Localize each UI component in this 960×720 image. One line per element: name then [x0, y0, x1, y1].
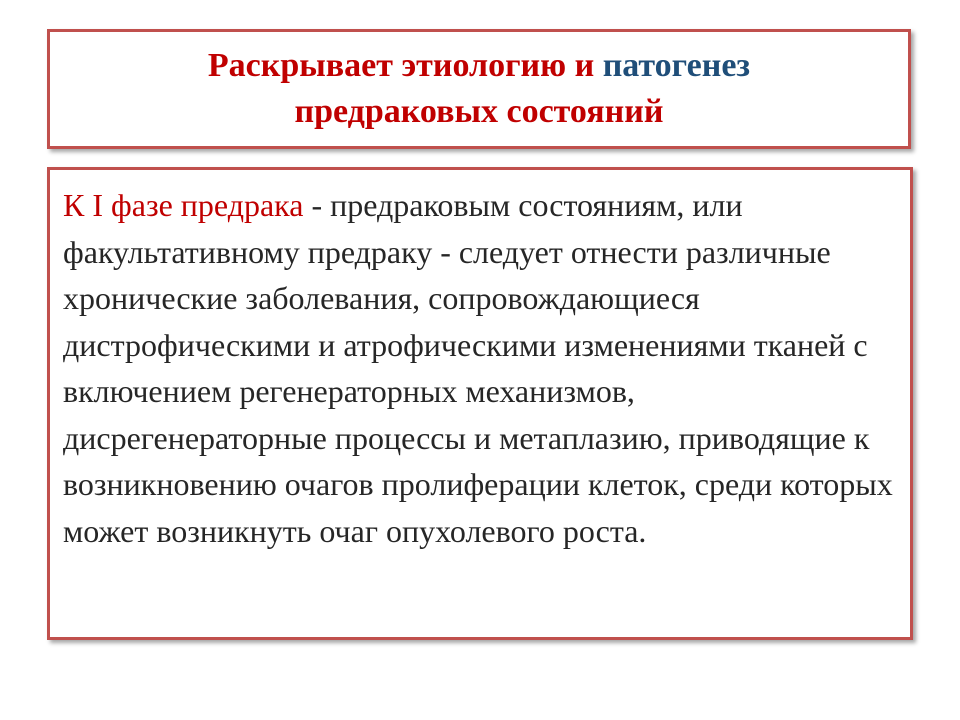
body-text: - предраковым состояниям, или факультативному предраку - следует отнести различные хронические заболевания, сопровождающиеся дистрофическими и атрофическими изменениями тканей с включением регенераторных механизмов, дисрегенераторные процессы и метаплазию, приводящие к возникновению очагов пролиферации клеток, среди которых может возникнуть очаг опухолевого роста. [63, 187, 893, 549]
body-box [47, 167, 913, 640]
title-accent-word: патогенез [602, 47, 751, 84]
slide-title [208, 43, 750, 135]
body-highlight: К I фазе предрака [63, 187, 304, 223]
title-part-1: Раскрывает этиологию и [207, 47, 603, 84]
title-part-3: предраковых состояний [294, 93, 664, 130]
body-paragraph [63, 182, 896, 554]
title-box [47, 29, 911, 149]
